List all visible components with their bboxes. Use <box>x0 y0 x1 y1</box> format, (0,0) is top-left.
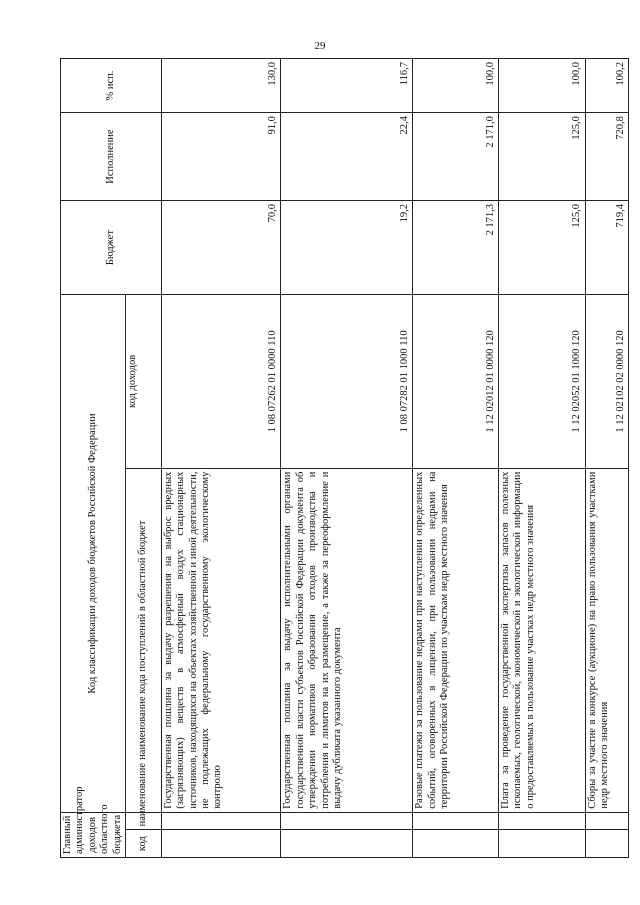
execution-cell: 125,0 <box>499 113 586 201</box>
budget-cell: 125,0 <box>499 201 586 295</box>
header-income-name: наименование кода поступлений в областной бюджет <box>125 468 161 812</box>
percent-cell: 100,2 <box>585 59 628 113</box>
header-classification: Код классификации доходов бюджетов Российской Федерации <box>61 295 126 813</box>
rotated-table-container <box>60 58 629 858</box>
admin-name-cell <box>161 812 281 830</box>
admin-code-cell <box>585 830 628 858</box>
admin-name-cell <box>413 812 499 830</box>
header-percent: % исп. <box>61 59 162 113</box>
income-name-cell: Разовые платежи за пользование недрами при наступлении определенных событий, оговоренных в лицензии, при пользовании недрами на территории Российской Федерации по участкам недр местного значения <box>413 468 499 812</box>
table-row <box>281 59 413 858</box>
table-row <box>499 59 586 858</box>
income-code-cell: 1 12 02052 01 1000 120 <box>499 295 586 468</box>
income-table <box>60 58 629 858</box>
percent-cell: 130,0 <box>161 59 281 113</box>
execution-cell: 2 171,0 <box>413 113 499 201</box>
execution-cell: 91,0 <box>161 113 281 201</box>
budget-cell: 719,4 <box>585 201 628 295</box>
admin-code-cell <box>413 830 499 858</box>
header-execution: Исполнение <box>61 113 162 201</box>
admin-name-cell <box>585 812 628 830</box>
percent-cell: 100,0 <box>499 59 586 113</box>
admin-code-cell <box>499 830 586 858</box>
income-name-cell: Сборы за участие в конкурсе (аукционе) на право пользования участками недр местного значения <box>585 468 628 812</box>
income-code-cell: 1 12 02102 02 0000 120 <box>585 295 628 468</box>
budget-cell: 2 171,3 <box>413 201 499 295</box>
admin-name-cell <box>499 812 586 830</box>
income-name-cell: Плата за проведение государственной экспертизы запасов полезных ископаемых, геологической, экономической и экологической информации о предоставляемых в пользование участках недр местного значения <box>499 468 586 812</box>
budget-cell: 19,2 <box>281 201 413 295</box>
budget-cell: 70,0 <box>161 201 281 295</box>
admin-code-cell <box>161 830 281 858</box>
admin-code-cell <box>281 830 413 858</box>
table-row <box>413 59 499 858</box>
income-code-cell: 1 08 07282 01 1000 110 <box>281 295 413 468</box>
table-row <box>161 59 281 858</box>
income-code-cell: 1 08 07262 01 0000 110 <box>161 295 281 468</box>
table-row <box>585 59 628 858</box>
header-admin-code: код <box>125 830 161 858</box>
admin-name-cell <box>281 812 413 830</box>
header-income-code: код доходов <box>125 295 161 468</box>
income-code-cell: 1 12 02012 01 0000 120 <box>413 295 499 468</box>
page-number: 29 <box>314 40 326 52</box>
header-admin-name: наименование <box>125 812 161 830</box>
header-budget: Бюджет <box>61 201 162 295</box>
execution-cell: 720,8 <box>585 113 628 201</box>
execution-cell: 22,4 <box>281 113 413 201</box>
percent-cell: 116,7 <box>281 59 413 113</box>
income-name-cell: Государственная пошлина за выдачу исполнительными органами государственной власти субъектов Российской Федерации документа об утверждении нормативов образования отходов производства и потребления и лимитов на их размещение, а также за переоформление и выдачу дубликата указанного документа <box>281 468 413 812</box>
percent-cell: 100,0 <box>413 59 499 113</box>
income-name-cell: Государственная пошлина за выдачу разрешения на выброс вредных (загрязняющих) веществ в атмосферный воздух стационарных источников, находящихся на объектах хозяйственной и иной деятельности, не подлежащих федеральному государственному экологическому контролю <box>161 468 281 812</box>
header-main-admin: Главный администратор доходов областного бюджета <box>61 812 126 857</box>
